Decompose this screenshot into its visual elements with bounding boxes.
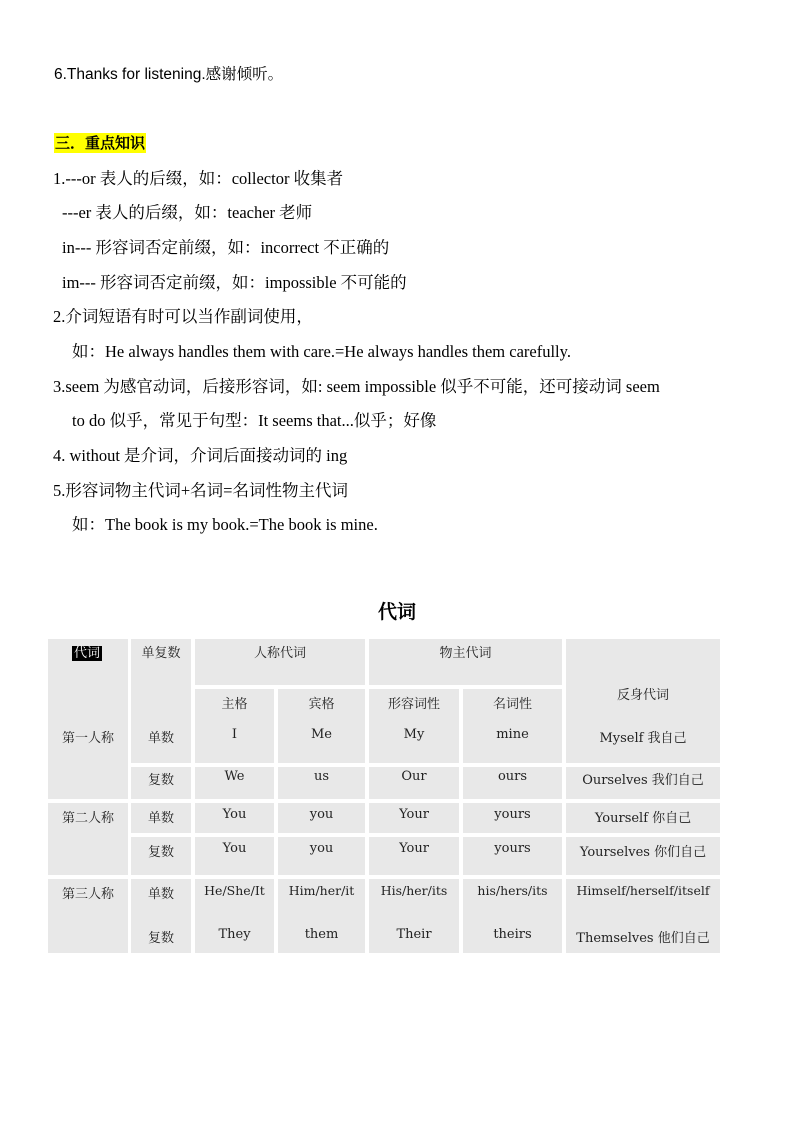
point-5-example: 如：The book is my book.=The book is mine. — [72, 515, 378, 534]
table-corner-label — [72, 642, 102, 661]
table-title: 代词 — [377, 601, 416, 623]
cell-subject: You — [222, 807, 247, 822]
cell-number: 复数 — [147, 845, 174, 860]
person-2-label: 第二人称 — [61, 811, 114, 826]
table-corner-text: 代词 — [74, 646, 101, 661]
cell-noun: yours — [494, 841, 531, 856]
cell-noun: yours — [494, 807, 531, 822]
cell-reflexive: Himself/herself/itself — [576, 883, 710, 898]
reflexive-header: 反身代词 — [616, 688, 669, 703]
cell-adj: Our — [401, 769, 427, 784]
cell-number: 单数 — [147, 887, 174, 902]
personal-header: 人称代词 — [253, 646, 306, 661]
cell-object: you — [309, 807, 334, 822]
cell-subject: He/She/It — [204, 883, 265, 898]
cell-noun: theirs — [493, 927, 532, 942]
possessive-header: 物主代词 — [439, 646, 492, 661]
point-3: 3.seem 为感官动词，后接形容词，如: seem impossible 似乎不可能，还可接动词 seem — [53, 377, 660, 396]
cell-noun: mine — [496, 727, 529, 742]
cell-subject: I — [231, 727, 238, 742]
table-corner-cell — [48, 639, 128, 799]
point-1-er: ---er 表人的后缀，如：teacher 老师 — [62, 203, 313, 222]
cell-object: you — [309, 841, 334, 856]
cell-noun: his/hers/its — [477, 883, 548, 898]
person-1-label: 第一人称 — [61, 731, 114, 746]
cell-number: 复数 — [147, 773, 174, 788]
cell-adj: Your — [399, 841, 429, 856]
cell-adj: His/her/its — [380, 883, 448, 898]
cell-reflexive: Myself 我自己 — [599, 731, 687, 746]
cell-adj: Their — [396, 927, 432, 942]
point-1-in: in--- 形容词否定前缀，如：incorrect 不正确的 — [62, 238, 390, 257]
point-2: 2.介词短语有时可以当作副词使用， — [53, 307, 313, 326]
object-header: 宾格 — [308, 697, 335, 712]
cell-subject: They — [218, 927, 251, 942]
adj-possessive-header: 形容词性 — [387, 697, 440, 712]
cell-reflexive: Yourselves 你们自己 — [579, 845, 707, 860]
cell-number: 复数 — [147, 931, 174, 946]
cell-object: them — [304, 927, 339, 942]
cell-number: 单数 — [147, 811, 174, 826]
cell-subject: We — [224, 769, 245, 784]
cell-object: Him/her/it — [288, 883, 355, 898]
cell-reflexive: Yourself 你自己 — [594, 811, 692, 826]
point-5: 5.形容词物主代词+名词=名词性物主代词 — [53, 481, 348, 500]
cell-subject: You — [222, 841, 247, 856]
cell-adj: My — [403, 727, 425, 742]
point-2-example: 如：He always handles them with care.=He always handles them carefully. — [72, 342, 571, 361]
section-heading — [54, 133, 146, 153]
person-3-label: 第三人称 — [61, 887, 114, 902]
cell-noun: ours — [497, 769, 528, 784]
number-header: 单复数 — [141, 646, 181, 661]
cell-reflexive: Themselves 他们自己 — [576, 931, 710, 946]
section-heading-text: 三．重点知识 — [55, 134, 146, 152]
noun-possessive-header: 名词性 — [492, 697, 532, 712]
subject-header: 主格 — [221, 697, 248, 712]
point-1-or: 1.---or 表人的后缀，如：collector 收集者 — [53, 169, 344, 188]
point-3-cont: to do 似乎，常见于句型：It seems that...似乎；好像 — [72, 411, 437, 430]
cell-adj: Your — [399, 807, 429, 822]
item-thanks: 6.Thanks for listening.感谢倾听。 — [54, 66, 284, 83]
point-4: 4. without 是介词，介词后面接动词的 ing — [53, 446, 348, 465]
cell-object: us — [313, 769, 330, 784]
point-1-im: im--- 形容词否定前缀，如：impossible 不可能的 — [62, 273, 407, 292]
cell-number: 单数 — [147, 731, 174, 746]
cell-reflexive: Ourselves 我们自己 — [582, 773, 704, 788]
cell-object: Me — [310, 727, 332, 742]
